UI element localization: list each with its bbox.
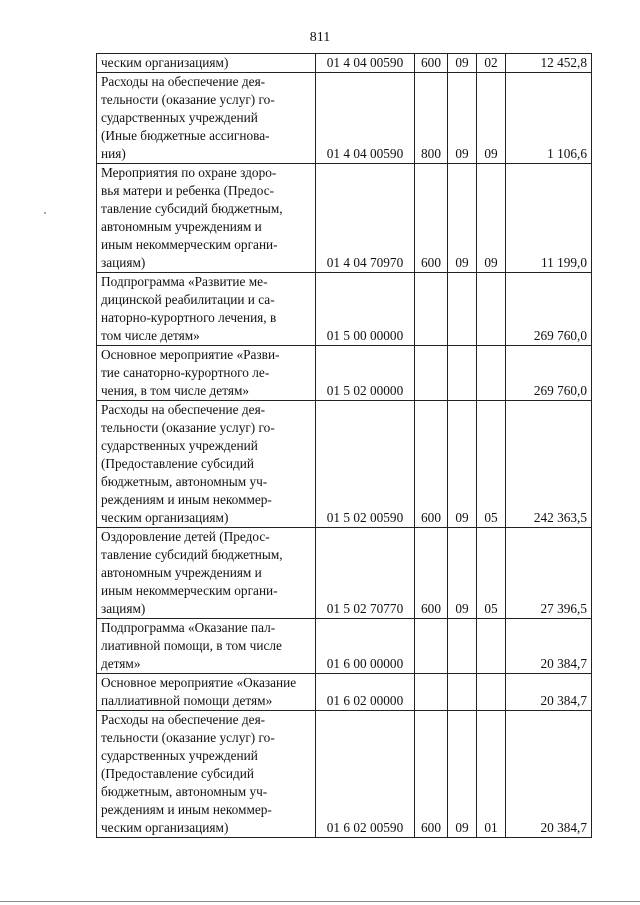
row-target-code: 01 6 00 00000: [316, 619, 415, 674]
row-amount: 20 384,7: [506, 711, 592, 838]
budget-table: [96, 53, 592, 838]
row-expense-type: [415, 619, 448, 674]
row-subsection: 09: [477, 73, 506, 164]
row-description: Основное мероприятие «Разви- тие санаторно-курортного ле- чения, в том числе детям»: [97, 346, 316, 401]
row-description: Оздоровление детей (Предос- тавление субсидий бюджетным, автономным учреждениям и иным некоммерческим органи- зациям): [97, 528, 316, 619]
row-section: 09: [448, 164, 477, 273]
row-target-code: 01 6 02 00590: [316, 711, 415, 838]
row-amount: 1 106,6: [506, 73, 592, 164]
row-target-code: 01 6 02 00000: [316, 674, 415, 711]
table-row: [97, 711, 592, 838]
page-number: 811: [309, 30, 331, 45]
row-target-code: 01 4 04 00590: [316, 73, 415, 164]
row-description: Расходы на обеспечение дея- тельности (оказание услуг) го- сударственных учреждений (Предоставление субсидий бюджетным, автономным уч- реждениям и иным некоммер- ческим организациям): [97, 711, 316, 838]
row-amount: 20 384,7: [506, 674, 592, 711]
row-description: Расходы на обеспечение дея- тельности (оказание услуг) го- сударственных учреждений (Предоставление субсидий бюджетным, автономным уч- реждениям и иным некоммер- ческим организациям): [97, 401, 316, 528]
row-target-code: 01 5 02 70770: [316, 528, 415, 619]
table-row: [97, 401, 592, 528]
row-section: [448, 619, 477, 674]
row-expense-type: 600: [415, 528, 448, 619]
row-expense-type: 600: [415, 164, 448, 273]
row-subsection: [477, 619, 506, 674]
row-section: [448, 674, 477, 711]
row-expense-type: 600: [415, 401, 448, 528]
row-expense-type: 600: [415, 711, 448, 838]
table-row: [97, 54, 592, 73]
row-amount: 242 363,5: [506, 401, 592, 528]
row-section: 09: [448, 73, 477, 164]
row-subsection: 01: [477, 711, 506, 838]
scan-speck: [44, 212, 46, 214]
row-amount: 20 384,7: [506, 619, 592, 674]
row-expense-type: 600: [415, 54, 448, 73]
row-description: Подпрограмма «Оказание пал- лиативной помощи, в том числе детям»: [97, 619, 316, 674]
row-target-code: 01 4 04 00590: [316, 54, 415, 73]
row-subsection: 09: [477, 164, 506, 273]
row-section: 09: [448, 711, 477, 838]
row-amount: 27 396,5: [506, 528, 592, 619]
row-subsection: [477, 346, 506, 401]
row-amount: 11 199,0: [506, 164, 592, 273]
row-target-code: 01 4 04 70970: [316, 164, 415, 273]
row-amount: 269 760,0: [506, 346, 592, 401]
table-row: [97, 619, 592, 674]
row-expense-type: [415, 273, 448, 346]
table-row: [97, 674, 592, 711]
row-expense-type: [415, 346, 448, 401]
row-section: 09: [448, 54, 477, 73]
row-description: Расходы на обеспечение дея- тельности (оказание услуг) го- сударственных учреждений (Иные бюджетные ассигнова- ния): [97, 73, 316, 164]
row-section: 09: [448, 528, 477, 619]
row-target-code: 01 5 02 00590: [316, 401, 415, 528]
bottom-rule: [0, 901, 640, 902]
table-row: [97, 73, 592, 164]
row-target-code: 01 5 02 00000: [316, 346, 415, 401]
row-expense-type: 800: [415, 73, 448, 164]
row-subsection: 05: [477, 528, 506, 619]
row-expense-type: [415, 674, 448, 711]
row-amount: 12 452,8: [506, 54, 592, 73]
row-description: Подпрограмма «Развитие ме- дицинской реабилитации и са- наторно-курортного лечения, в том числе детям»: [97, 273, 316, 346]
row-section: [448, 273, 477, 346]
row-amount: 269 760,0: [506, 273, 592, 346]
table-row: [97, 346, 592, 401]
row-target-code: 01 5 00 00000: [316, 273, 415, 346]
table-row: [97, 528, 592, 619]
row-description: Мероприятия по охране здоро- вья матери и ребенка (Предос- тавление субсидий бюджетным, автономным учреждениям и иным некоммерческим органи- зациям): [97, 164, 316, 273]
table-row: [97, 273, 592, 346]
row-section: [448, 346, 477, 401]
row-description: Основное мероприятие «Оказание паллиативной помощи детям»: [97, 674, 316, 711]
table-row: [97, 164, 592, 273]
budget-table-body: [97, 54, 592, 838]
row-subsection: 02: [477, 54, 506, 73]
row-subsection: 05: [477, 401, 506, 528]
row-subsection: [477, 674, 506, 711]
row-section: 09: [448, 401, 477, 528]
row-description: ческим организациям): [97, 54, 316, 73]
row-subsection: [477, 273, 506, 346]
